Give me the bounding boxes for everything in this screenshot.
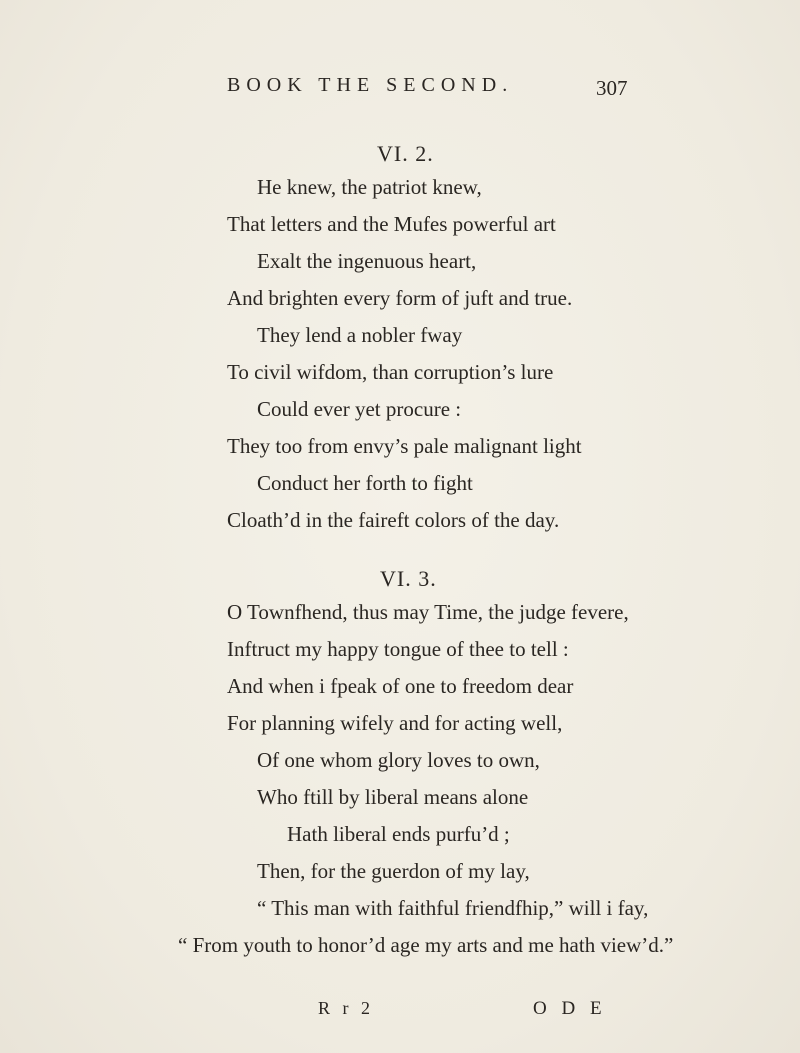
poem-line: He knew, the patriot knew, [257,175,482,199]
poem-line: “ From youth to honor’d age my arts and me hath view’d.” [178,933,674,957]
poem-line: Cloath’d in the faireft colors of the day. [227,508,560,532]
poem-line: Hath liberal ends purfu’d ; [287,822,510,846]
poem-line: Who ftill by liberal means alone [257,785,529,809]
poem-line: That letters and the Mufes powerful art [227,212,556,236]
poem-line: Of one whom glory loves to own, [257,748,540,772]
poem-line: Exalt the ingenuous heart, [257,249,477,273]
poem-line: “ This man with faithful friendfhip,” will i fay, [257,896,649,920]
signature-mark: R r 2 [318,998,374,1018]
catchword: O D E [533,998,607,1019]
running-head-title: BOOK THE SECOND. [227,74,514,96]
poem-line: They lend a nobler fway [257,323,463,347]
poem-line: Inftruct my happy tongue of thee to tell : [227,637,569,661]
poem-line: And when i fpeak of one to freedom dear [227,674,574,698]
poem-line: They too from envy’s pale malignant light [227,434,582,458]
poem-line: Could ever yet procure : [257,397,462,421]
poem-line: Conduct her forth to fight [257,471,473,495]
stanza-title: VI. 3. [380,566,437,591]
poem-line: O Townfhend, thus may Time, the judge fevere, [227,600,629,624]
page-number: 307 [596,76,628,100]
stanza-title: VI. 2. [377,141,434,166]
poem-line: To civil wifdom, than corruption’s lure [227,360,554,384]
poem-line: Then, for the guerdon of my lay, [257,859,530,883]
poem-line: For planning wifely and for acting well, [227,711,563,735]
poem-line: And brighten every form of juft and true. [227,286,573,310]
